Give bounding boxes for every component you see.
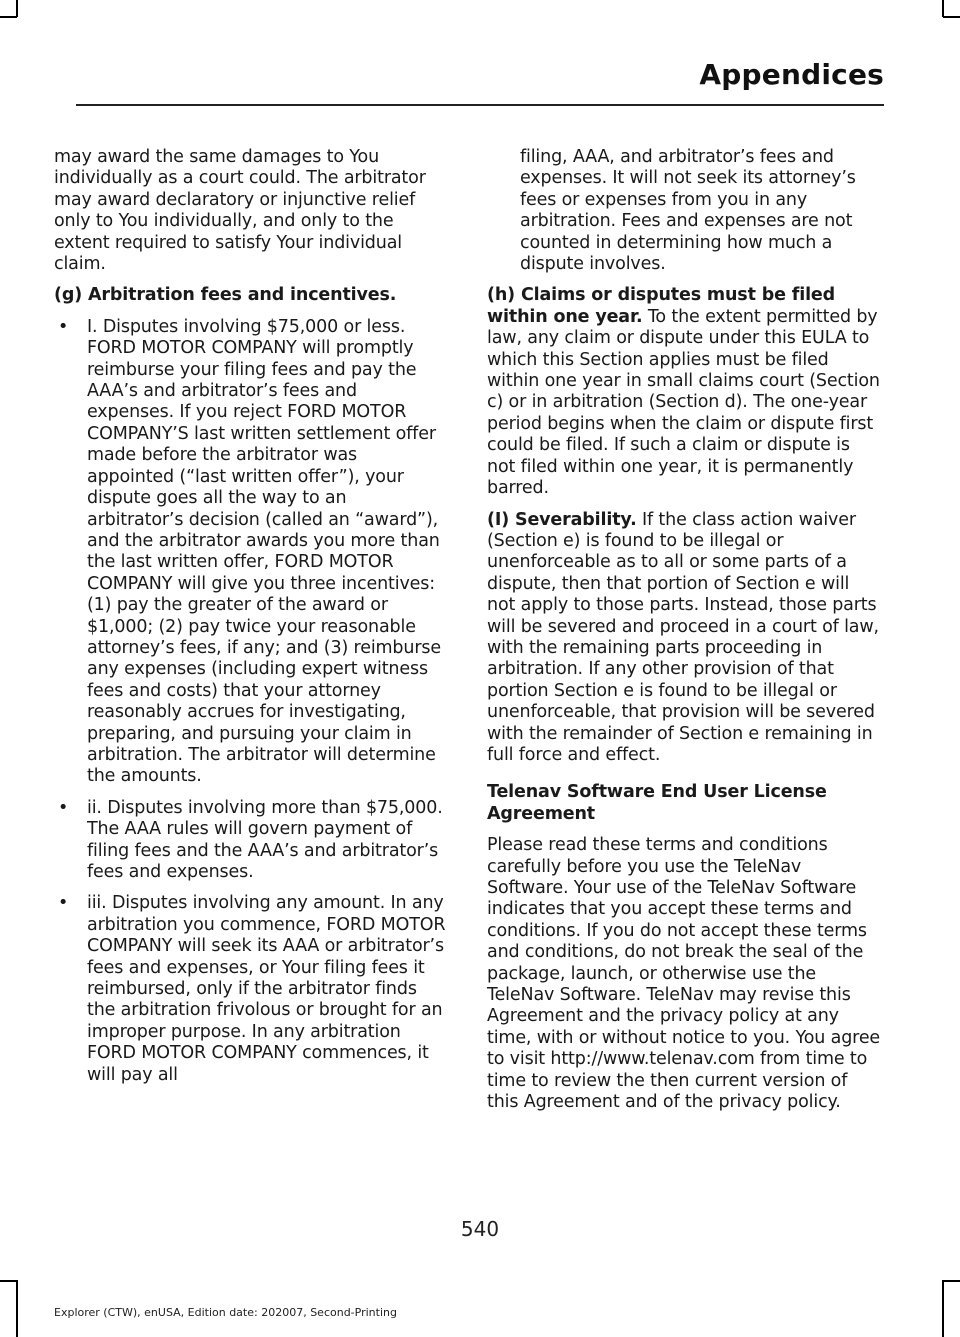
crop-mark-bottom-left-horizontal	[0, 1280, 17, 1282]
crop-mark-bottom-right-horizontal	[943, 1280, 960, 1282]
bullet-text: I. Disputes involving $75,000 or less. FORD MOTOR COMPANY will promptly reimburse your filing fees and pay the AAA’s and arbitrator’s fees and expenses. If you reject FORD MOTOR COMPANY’S last written settlement offer made before the arbitrator was appointed (“last written offer”), your dispute goes all the way to an arbitrator’s decision (called an “award”), and the arbitrator awards you more than the last written offer, FORD MOTOR COMPANY will give you three incentives: (1) pay the greater of the award or $1,000; (2) pay twice your reasonable attorney’s fees, if any; and (3) reimburse any expenses (including expert witness fees and costs) that your attorney reasonably accrues for investigating, preparing, and pursuing your claim in arbitration. The arbitrator will determine the amounts.	[87, 316, 441, 787]
page-number: 540	[460, 1217, 500, 1241]
right-column	[487, 147, 881, 1123]
bullet-glyph: •	[58, 893, 69, 914]
list-item	[54, 317, 447, 788]
edition-footer: Explorer (CTW), enUSA, Edition date: 202007, Second-Printing	[54, 1306, 397, 1319]
telenav-heading: Telenav Software End User License Agreement	[487, 782, 827, 824]
telenav-paragraph: Please read these terms and conditions carefully before you use the TeleNav Software. Your use of the TeleNav Software indicates that you accept these terms and conditions. If you do not accept these terms and conditions, do not break the seal of the package, launch, or otherwise use the TeleNav Software. TeleNav may revise this Agreement and the privacy policy at any time, with or without notice to you. You agree to visit http://www.telenav.com from time to time to review the then current version of this Agreement and of the privacy policy.	[487, 835, 881, 1113]
section-i-body: If the class action waiver (Section e) is found to be illegal or unenforceable as to all or some parts of a dispute, then that portion of Section e will not apply to those parts. Instead, those parts will be severed and proceed in a court of law, with the remaining parts proceeding in arbitration. If any other provision of that portion Section e is found to be illegal or unenforceable, that provision will be severed with the remainder of Section e remaining in full force and effect.	[487, 509, 879, 765]
bullet-continuation: filing, AAA, and arbitrator’s fees and expenses. It will not seek its attorney’s fees or expenses from you in any arbitration. Fees and expenses are not counted in determining how much a dispute involves.	[520, 147, 856, 275]
bullet-text: ii. Disputes involving more than $75,000. The AAA rules will govern payment of filing fees and the AAA’s and arbitrator’s fees and expenses.	[87, 797, 443, 882]
left-column	[54, 147, 447, 1096]
section-i-paragraph	[487, 510, 881, 767]
crop-mark-top-right-horizontal	[943, 16, 960, 18]
crop-mark-top-left-horizontal	[0, 16, 17, 18]
section-h-body: To the extent permitted by law, any claim or dispute under this EULA to which this Section applies must be filed within one year in small claims court (Section c) or in arbitration (Section d). The one-year period begins when the claim or dispute first could be filed. If such a claim or dispute is not filed within one year, it is permanently barred.	[487, 306, 880, 499]
list-item	[54, 893, 447, 1086]
section-h-heading: (h) Claims or disputes must be filed within one year.	[487, 285, 836, 327]
list-item	[54, 798, 447, 884]
intro-paragraph: may award the same damages to You individually as a court could. The arbitrator may award declaratory or injunctive relief only to You individually, and only to the extent required to satisfy Your individual claim.	[54, 147, 426, 275]
page-header-title: Appendices	[699, 58, 884, 91]
crop-mark-top-left-vertical	[16, 0, 18, 17]
header-rule	[76, 104, 884, 106]
bullet-glyph: •	[58, 797, 69, 818]
bullet-text: iii. Disputes involving any amount. In any arbitration you commence, FORD MOTOR COMPANY will seek its AAA or arbitrator’s fees and expenses, or Your filing fees it reimbursed, only if the arbitrator finds the arbitration frivolous or brought for an improper purpose. In any arbitration FORD MOTOR COMPANY commences, it will pay all	[87, 893, 446, 1085]
crop-mark-bottom-left-vertical	[16, 1280, 18, 1337]
bullet-glyph: •	[58, 316, 69, 337]
section-i-heading: (I) Severability.	[487, 509, 637, 530]
crop-mark-bottom-right-vertical	[942, 1280, 944, 1337]
section-h-paragraph	[487, 285, 881, 499]
section-g-heading: (g) Arbitration fees and incentives.	[54, 285, 397, 306]
crop-mark-top-right-vertical	[942, 0, 944, 17]
fees-bullet-list	[54, 317, 447, 1086]
